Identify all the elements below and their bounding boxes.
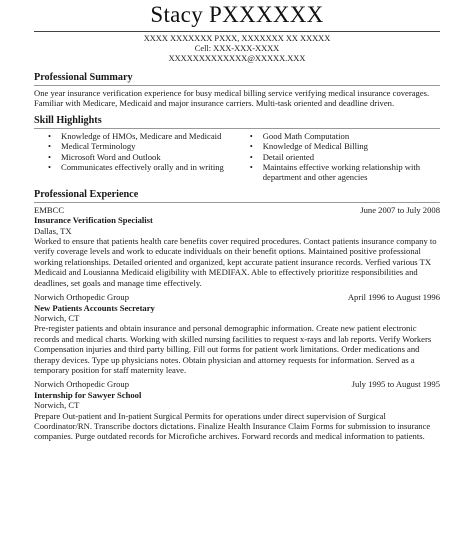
header-divider <box>34 31 440 32</box>
skills-list <box>34 131 440 183</box>
skill-item: • Knowledge of Medical Billing <box>249 141 368 152</box>
job-location: Norwich, CT <box>34 400 80 411</box>
job-location: Norwich, CT <box>34 312 80 323</box>
job-dates: June 2007 to July 2008 <box>360 204 440 215</box>
job-company: Norwich Orthopedic Group <box>34 292 129 303</box>
job-entry <box>34 379 440 441</box>
job-dates: July 1995 to August 1995 <box>351 379 440 390</box>
section-divider <box>34 128 440 129</box>
bullet-icon: • <box>249 141 253 152</box>
skills-right-column <box>250 131 440 183</box>
skill-item: • Good Math Computation <box>249 130 350 141</box>
experience-heading: Professional Experience <box>34 188 139 200</box>
job-dates: April 1996 to August 1996 <box>347 292 440 303</box>
bullet-icon: • <box>249 130 253 141</box>
skill-item: • Medical Terminology <box>48 141 136 152</box>
job-entry <box>34 205 440 288</box>
contact-email: XXXXXXXXXXXXX@XXXXX.XXX <box>168 54 306 63</box>
section-divider <box>34 85 440 86</box>
bullet-icon: • <box>48 151 52 162</box>
bullet-icon: • <box>48 141 52 152</box>
candidate-name: Stacy PXXXXXX <box>150 2 324 27</box>
bullet-icon: • <box>48 130 52 141</box>
job-company: Norwich Orthopedic Group <box>34 379 129 390</box>
skills-heading: Skill Highlights <box>34 114 102 126</box>
skill-item: • Detail oriented <box>249 151 315 162</box>
job-entry <box>34 292 440 375</box>
job-description: Pre-register patients and obtain insurance and personal demographic information. Create new patient electronic records and medical charts. Working with skilled nursing facilities to request x-rays and lab reports. Verify Workers Compensation injuries and third party billing. Fill out forms for patient work limitations. Order medications and therapy devices. Type up physicians notes. Obtain physician and attorney requests for information. Served as a temporary position for staff maternity leave. <box>34 323 432 375</box>
skill-item: • Microsoft Word and Outlook <box>48 151 161 162</box>
job-company: EMBCC <box>34 204 65 215</box>
section-divider <box>34 202 440 203</box>
skills-left-column <box>34 131 250 183</box>
bullet-icon: • <box>249 162 253 173</box>
summary-text: One year insurance verification experience for busy medical billing service verifying medical insurance coverages. Familiar with Medicare, Medicaid and major insurance carriers. Multi-task oriented and deadline driven. <box>34 88 430 109</box>
job-title: New Patients Accounts Secretary <box>34 302 155 313</box>
skill-item: • Maintains effective working relationship with department and other agencies <box>249 162 421 183</box>
summary-heading: Professional Summary <box>34 72 133 83</box>
bullet-icon: • <box>48 162 52 173</box>
job-description: Worked to ensure that patients health care benefits cover required procedures. Contact patients insurance company to verify coverage levels and work to educate individuals on their benefit options. Maintained positive professional working relationships. Detailed oriented and organized, kept accurate patient insurance records. Verfied various TX Medicaid and Lousianna Medicaid eligibility with MEDIFAX. Able to effectively prioritize responsibilities and deadlines, set goals and manage time effectively. <box>34 236 437 288</box>
contact-cell: Cell: XXX-XXX-XXXX <box>194 44 280 53</box>
bullet-icon: • <box>249 151 253 162</box>
job-description: Prepare Out-patient and In-patient Surgical Permits for operations under direct supervision of Surgical Coordinator/RN. Transcribe doctors dictations. Finalize Health Insurance Claim Forms for submission to insurance companies. Purge outdated records for Microfiche archives. Forward records and medical information to patients. <box>34 410 431 442</box>
skill-item: • Knowledge of HMOs, Medicare and Medicaid <box>48 130 222 141</box>
skill-item: • Communicates effectively orally and in writing <box>48 162 224 173</box>
job-title: Insurance Verification Specialist <box>34 215 153 226</box>
job-title: Internship for Sawyer School <box>34 389 142 400</box>
job-location: Dallas, TX <box>34 225 72 236</box>
contact-address: XXXX XXXXXXX PXXX, XXXXXXX XX XXXXX <box>143 34 331 43</box>
